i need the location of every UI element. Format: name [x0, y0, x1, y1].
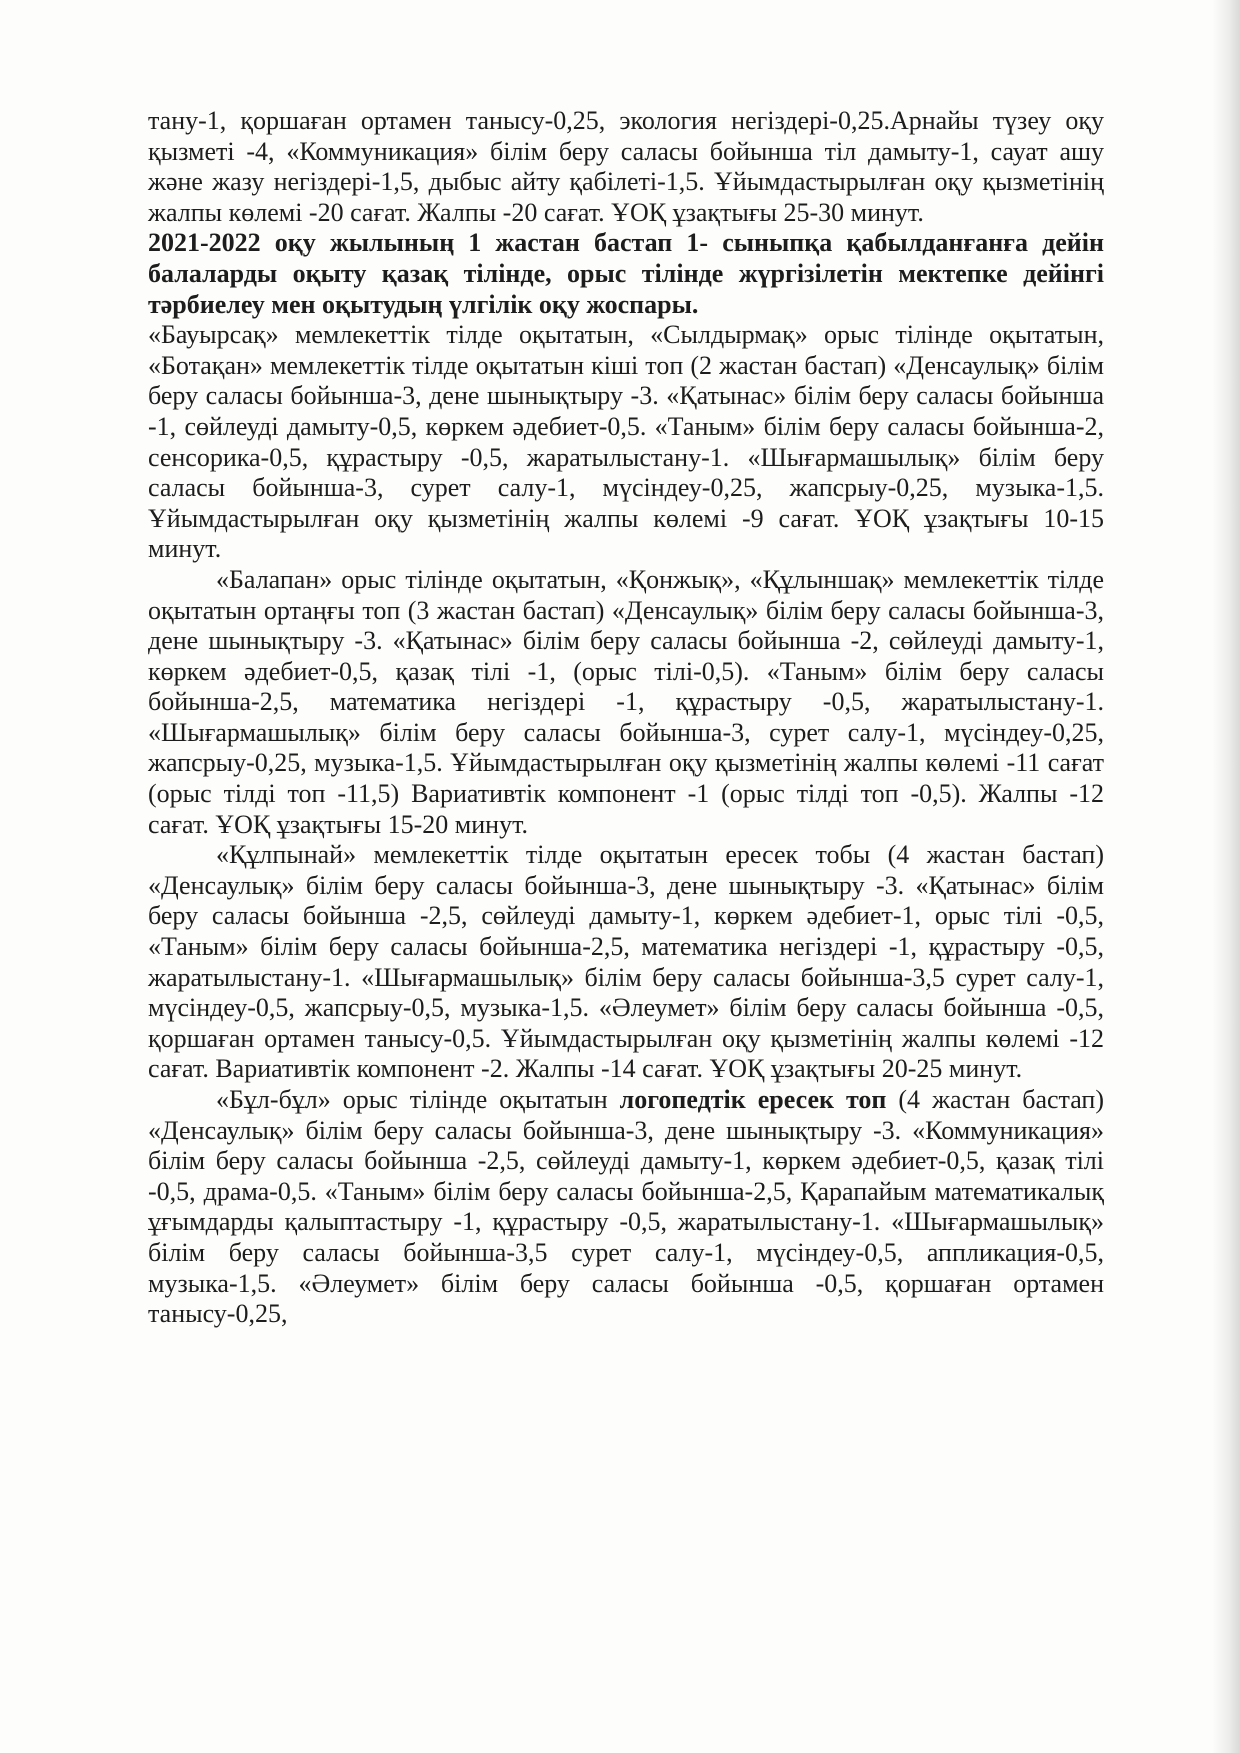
paragraph-1: тану-1, қоршаған ортамен танысу-0,25, экология негіздері-0,25.Арнайы түзеу оқу қызметі -4, «Коммуникация» білім беру саласы бойынша тіл дамыту-1, сауат ашу және жазу негіздері-1,5, дыбыс айту қабілеті-1,5. Ұйымдастырылған оқу қызметінің жалпы көлемі -20 сағат. Жалпы -20 сағат. ҰОҚ ұзақтығы 25-30 минут. [148, 106, 1104, 227]
paragraph-senior-group: «Құлпынай» мемлекеттік тілде оқытатын ересек тобы (4 жастан бастап) «Денсаулық» білім беру саласы бойынша-3, дене шынықтыру -3. «Қатынас» білім беру саласы бойынша -2,5, сөйлеуді дамыту-1, көркем әдебиет-1, орыс тілі -0,5, «Таным» білім беру саласы бойынша-2,5, математика негіздері -1, құрастыру -0,5, жаратылыстану-1. «Шығармашылық» білім беру саласы бойынша-3,5 сурет салу-1, мүсіндеу-0,5, жапсрыу-0,5, музыка-1,5. «Әлеумет» білім беру саласы бойынша -0,5, қоршаған ортамен танысу-0,5. Ұйымдастырылған оқу қызметінің жалпы көлемі -12 сағат. Вариативтік компонент -2. Жалпы -14 сағат. ҰОҚ ұзақтығы 20-25 минут. [148, 840, 1104, 1084]
page-edge-shadow [1212, 0, 1240, 1753]
paragraph-junior-group: «Бауырсақ» мемлекеттік тілде оқытатын, «Сылдырмақ» орыс тілінде оқытатын, «Ботақан» мемлекеттік тілде оқытатын кіші топ (2 жастан бастап) «Денсаулық» білім беру саласы бойынша-3, дене шынықтыру -3. «Қатынас» білім беру саласы бойынша -1, сөйлеуді дамыту-0,5, көркем әдебиет-0,5. «Таным» білім беру саласы бойынша-2, сенсорика-0,5, құрастыру -0,5, жаратылыстану-1. «Шығармашылық» білім беру саласы бойынша-3, сурет салу-1, мүсіндеу-0,25, жапсрыу-0,25, музыка-1,5. Ұйымдастырылған оқу қызметінің жалпы көлемі -9 сағат. ҰОҚ ұзақтығы 10-15 минут. [148, 320, 1104, 564]
paragraph-text-after: (4 жастан бастап) «Денсаулық» білім беру саласы бойынша-3, дене шынықтыру -3. «Коммуникация» білім беру саласы бойынша -2,5, сөйлеуді дамыту-1, көркем әдебиет-0,5, қазақ тілі -0,5, драма-0,5. «Таным» білім беру саласы бойынша-2,5, Қарапайым математикалық ұғымдарды қалыптастыру -1, құрастыру -0,5, жаратылыстану-1. «Шығармашылық» білім беру саласы бойынша-3,5 сурет салу-1, мүсіндеу-0,5, аппликация-0,5, музыка-1,5. «Әлеумет» білім беру саласы бойынша -0,5, қоршаған ортамен танысу-0,25, [148, 1085, 1105, 1329]
plan-heading: 2021-2022 оқу жылының 1 жастан бастап 1- сыныпқа қабылданғанға дейін балаларды оқыту қазақ тілінде, орыс тілінде жүргізілетін мектепке дейінгі тәрбиелеу мен оқытудың үлгілік оқу жоспары. [148, 228, 1104, 319]
speech-therapy-group-label: логопедтік ересек топ [619, 1085, 887, 1114]
paragraph-speech-therapy-group [148, 1085, 1104, 1330]
document-body [148, 106, 1104, 1330]
paragraph-text-before: «Бұл-бұл» орыс тілінде оқытатын [216, 1085, 620, 1114]
paragraph-middle-group: «Балапан» орыс тілінде оқытатын, «Қонжық», «Құлыншақ» мемлекеттік тілде оқытатын ортаңғы топ (3 жастан бастап) «Денсаулық» білім беру саласы бойынша-3, дене шынықтыру -3. «Қатынас» білім беру саласы бойынша -2, сөйлеуді дамыту-1, көркем әдебиет-0,5, қазақ тілі -1, (орыс тілі-0,5). «Таным» білім беру саласы бойынша-2,5, математика негіздері -1, құрастыру -0,5, жаратылыстану-1. «Шығармашылық» білім беру саласы бойынша-3, сурет салу-1, мүсіндеу-0,25, жапсрыу-0,25, музыка-1,5. Ұйымдастырылған оқу қызметінің жалпы көлемі -11 сағат (орыс тілді топ -11,5) Вариативтік компонент -1 (орыс тілді топ -0,5). Жалпы -12 сағат. ҰОҚ ұзақтығы 15-20 минут. [148, 564, 1104, 839]
